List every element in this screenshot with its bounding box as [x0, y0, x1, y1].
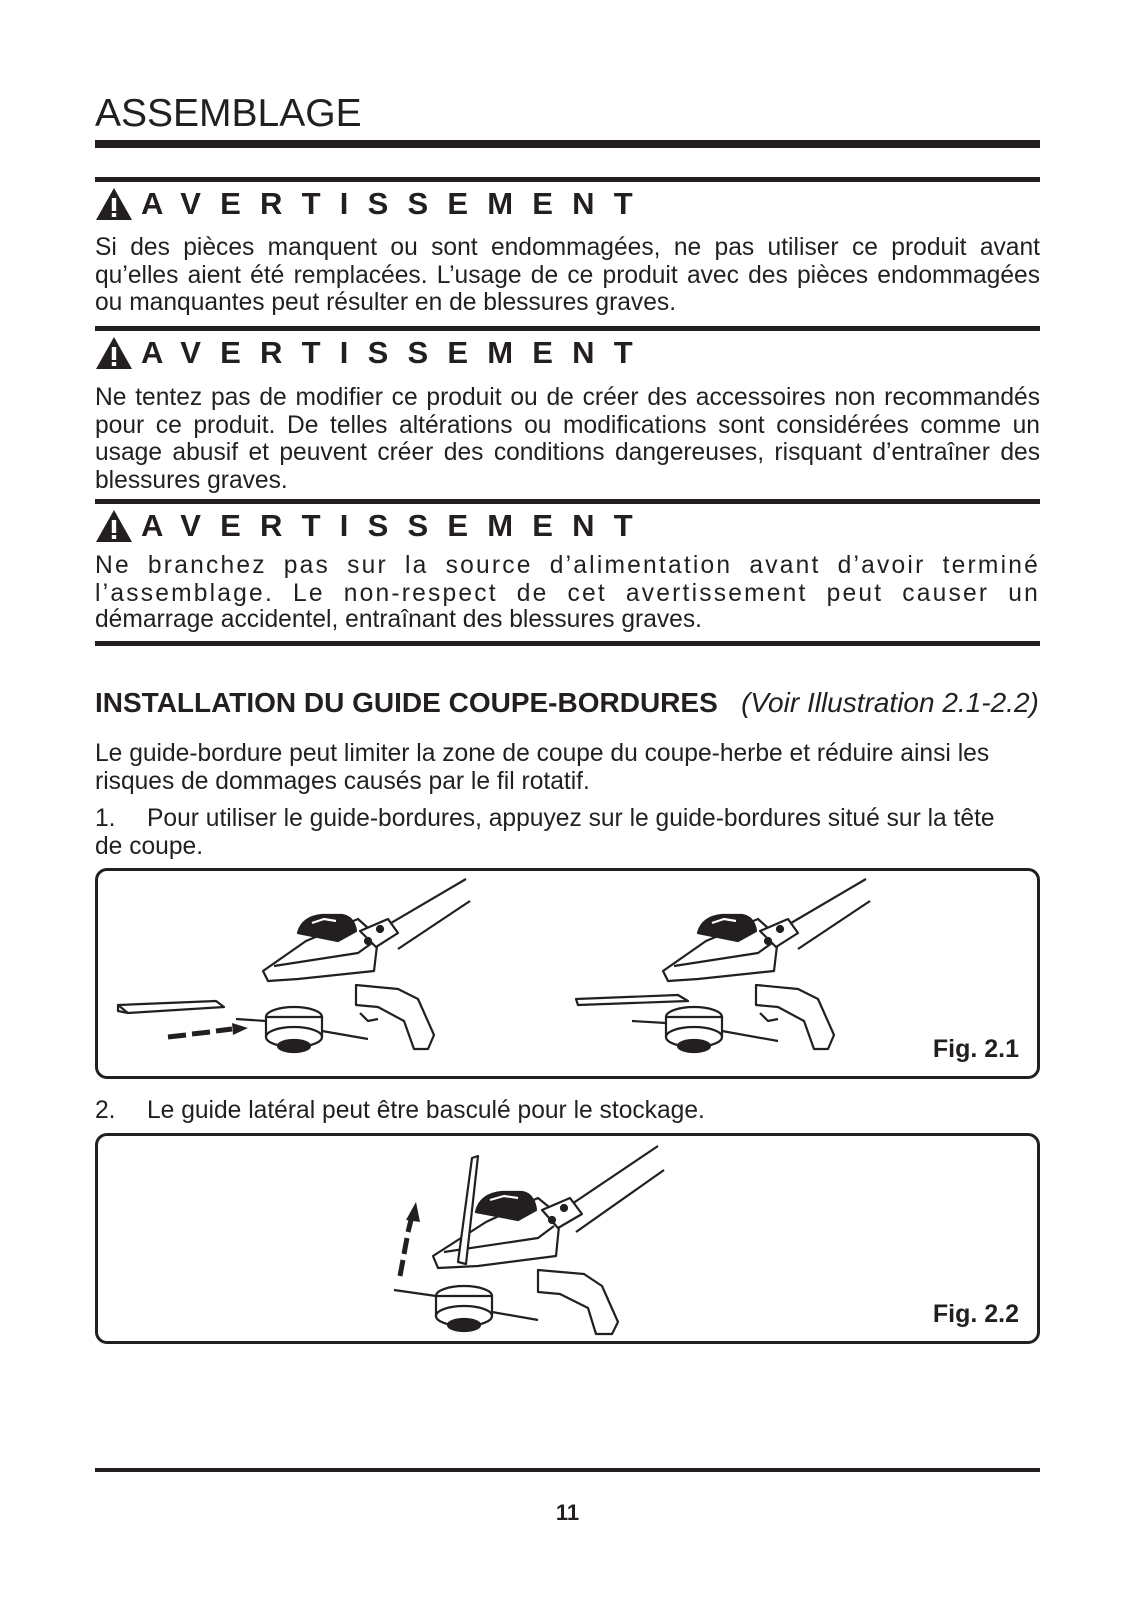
warning-heading — [95, 333, 652, 373]
warning-text: Ne tentez pas de modifier ce produit ou de créer des accessoires non recommandés pour ce produit. De telles altérations ou modifications sont considérées comme un usage abusif et peuvent créer des conditions dangereuses, risquant d’entraîner des blessures graves. — [95, 384, 1040, 494]
instruction-step — [95, 1097, 1040, 1125]
section-title: INSTALLATION DU GUIDE COUPE-BORDURES — [95, 687, 718, 718]
trimmer-guide-storage-illustration — [98, 1136, 1037, 1341]
warning-text: Ne branchez pas sur la source d’alimentation avant d’avoir terminé l’assemblage. Le non-respect de cet avertissement peut causer un — [95, 552, 1040, 607]
step-text: Pour utiliser le guide-bordures, appuyez sur le guide-bordures situé sur la tête de coupe. — [95, 805, 995, 860]
warning-triangle-icon — [95, 509, 133, 543]
warning-text: Si des pièces manquent ou sont endommagées, ne pas utiliser ce produit avant qu’elles aient été remplacées. L’usage de ce produit avec des pièces endommagées ou manquantes peut résulter en de blessures graves. — [95, 234, 1040, 316]
warning-triangle-icon — [95, 336, 133, 370]
warning-label: AVERTISSEMENT — [141, 508, 652, 543]
step-text: Le guide latéral peut être basculé pour le stockage. — [147, 1097, 705, 1124]
page-title: ASSEMBLAGE — [95, 92, 362, 135]
figure-label: Fig. 2.1 — [932, 1035, 1019, 1063]
footer-rule — [95, 1468, 1040, 1472]
title-rule — [95, 140, 1040, 148]
warning-heading — [95, 506, 652, 546]
instruction-step — [95, 805, 1005, 860]
step-number: 2. — [95, 1097, 116, 1124]
warning-triangle-icon — [95, 187, 133, 221]
divider — [95, 499, 1040, 504]
section-intro: Le guide-bordure peut limiter la zone de coupe du coupe-herbe et réduire ainsi les risques de dommages causés par le fil rotatif. — [95, 740, 990, 795]
trimmer-edge-guide-illustration — [98, 871, 1037, 1076]
warning-label: AVERTISSEMENT — [141, 186, 652, 221]
warning-heading — [95, 184, 652, 224]
divider — [95, 326, 1040, 331]
figure-2-2 — [95, 1133, 1040, 1344]
figure-reference: (Voir Illustration 2.1-2.2) — [741, 687, 1039, 718]
page-number: 11 — [555, 1500, 580, 1525]
divider — [95, 641, 1040, 646]
figure-label: Fig. 2.2 — [932, 1300, 1019, 1328]
divider — [95, 177, 1040, 182]
warning-text-end: démarrage accidentel, entraînant des blessures graves. — [95, 606, 702, 633]
warning-label: AVERTISSEMENT — [141, 335, 652, 370]
figure-2-1 — [95, 868, 1040, 1079]
step-number: 1. — [95, 805, 116, 832]
section-heading — [95, 687, 1040, 718]
